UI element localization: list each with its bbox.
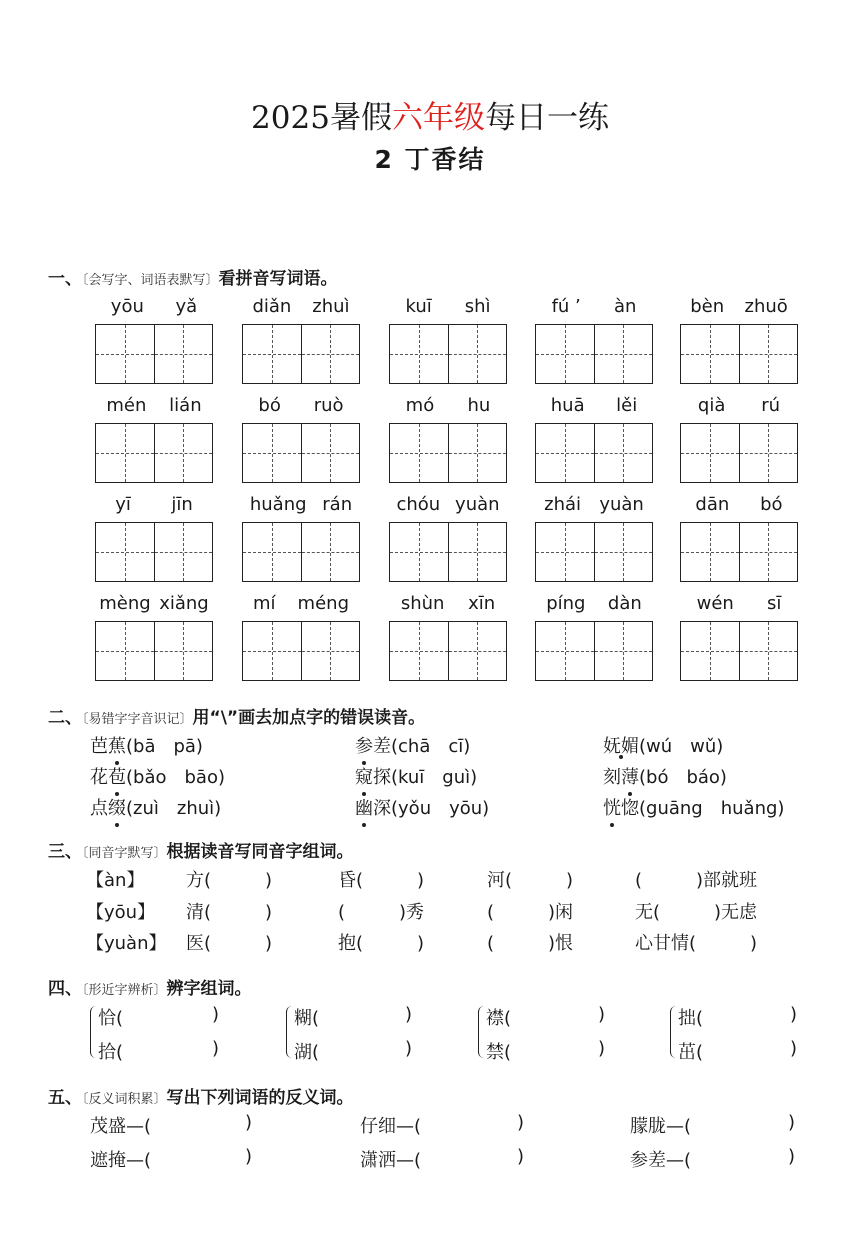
writing-cell[interactable] [390, 622, 449, 680]
writing-box[interactable] [95, 621, 213, 681]
pinyin-label [95, 593, 213, 614]
writing-box[interactable] [535, 324, 653, 384]
pinyin-syllable: àn [613, 296, 637, 317]
antonym-blank[interactable]: 朦胧—( [630, 1116, 692, 1137]
writing-box[interactable] [95, 324, 213, 384]
pinyin-syllable: píng [546, 593, 586, 614]
section-instruction: 根据读音写同音字组词。 [166, 842, 354, 862]
writing-cell[interactable] [536, 523, 595, 581]
section-tag: 〔反义词积累〕 [82, 1092, 167, 1107]
writing-cell[interactable] [155, 622, 213, 680]
writing-cell[interactable] [681, 424, 740, 482]
writing-cell[interactable] [449, 622, 507, 680]
pinyin-syllable: yuàn [599, 494, 644, 515]
dotted-char: 参 [355, 732, 373, 758]
writing-cell[interactable] [390, 424, 449, 482]
writing-box[interactable] [680, 522, 798, 582]
writing-cell[interactable] [155, 523, 213, 581]
section-number: 二、 [48, 708, 82, 728]
pinyin-syllable: mó [405, 395, 435, 416]
section-number: 五、 [48, 1088, 82, 1108]
writing-cell[interactable] [681, 325, 740, 383]
writing-cell[interactable] [595, 622, 653, 680]
section-number: 一、 [48, 269, 82, 289]
word-char: 深 [373, 798, 391, 819]
dotted-char: 缀 [108, 794, 126, 820]
section-5-heading [48, 1083, 354, 1108]
homophone-blank[interactable]: ( )秀 [338, 902, 425, 923]
section-instruction: 写出下列词语的反义词。 [166, 1088, 354, 1108]
word-char: 探 [373, 767, 391, 788]
closing-paren: ) [212, 1004, 220, 1025]
pinyin-label [680, 593, 798, 614]
pinyin-options[interactable]: (bā pā) [126, 736, 203, 757]
similar-char-blank[interactable]: 湖( [294, 1042, 320, 1063]
pinyin-label [535, 395, 653, 416]
pinyin-syllable: bó [760, 494, 783, 515]
pinyin-syllable: shùn [400, 593, 445, 614]
pinyin-syllable: hu [467, 395, 491, 416]
section-4-heading [48, 974, 252, 999]
pinyin-label [535, 296, 653, 317]
pinyin-label [95, 296, 213, 317]
closing-paren: ) [405, 1038, 413, 1059]
dotted-char: 窥 [355, 763, 373, 789]
section-tag: 〔会写字、词语表默写〕 [82, 273, 219, 288]
word-char: 差 [373, 736, 391, 757]
homophone-pinyin: 【yuàn】 [86, 933, 167, 954]
pinyin-syllable: mèng [99, 593, 151, 614]
writing-cell[interactable] [740, 523, 798, 581]
pinyin-syllable: wén [696, 593, 734, 614]
writing-cell[interactable] [96, 523, 155, 581]
word-char: 媚 [621, 736, 639, 757]
writing-cell[interactable] [536, 325, 595, 383]
writing-cell[interactable] [740, 325, 798, 383]
writing-box[interactable] [95, 522, 213, 582]
pronunciation-item [603, 763, 727, 789]
pronunciation-item [355, 763, 477, 789]
writing-cell[interactable] [681, 622, 740, 680]
closing-paren: ) [517, 1112, 525, 1133]
pinyin-syllable: yōu [110, 296, 144, 317]
pronunciation-item [355, 732, 470, 758]
pinyin-options[interactable]: (kuī guì) [391, 767, 478, 788]
writing-cell[interactable] [302, 523, 360, 581]
pinyin-syllable: lěi [616, 395, 638, 416]
pinyin-syllable: mén [106, 395, 147, 416]
homophone-blank[interactable]: 昏( ) [338, 870, 425, 891]
word-char: 刻 [603, 767, 621, 788]
pinyin-syllable: yuàn [455, 494, 500, 515]
pinyin-options[interactable]: (zuì zhuì) [126, 798, 222, 819]
dotted-char: 薄 [621, 763, 639, 789]
similar-char-blank[interactable]: 拾( [98, 1042, 124, 1063]
writing-cell[interactable] [595, 325, 653, 383]
homophone-blank[interactable]: 清( ) [186, 902, 273, 923]
pinyin-label [242, 296, 360, 317]
homophone-blank[interactable]: 方( ) [186, 870, 273, 891]
closing-paren: ) [790, 1038, 798, 1059]
pinyin-options[interactable]: (wú wǔ) [639, 736, 724, 757]
writing-cell[interactable] [449, 424, 507, 482]
pinyin-syllable: dàn [607, 593, 642, 614]
pinyin-label [242, 395, 360, 416]
closing-paren: ) [245, 1112, 253, 1133]
writing-cell[interactable] [302, 325, 360, 383]
pronunciation-item [603, 732, 723, 758]
writing-box[interactable] [535, 423, 653, 483]
pronunciation-item [90, 732, 203, 758]
word-char: 点 [90, 798, 108, 819]
similar-char-blank[interactable]: 糊( [294, 1008, 320, 1029]
homophone-blank[interactable]: ( )闲 [487, 902, 574, 923]
pinyin-syllable: yǎ [175, 296, 198, 317]
pinyin-label [535, 593, 653, 614]
writing-box[interactable] [680, 621, 798, 681]
closing-paren: ) [598, 1038, 606, 1059]
writing-box[interactable] [242, 324, 360, 384]
writing-box[interactable] [389, 324, 507, 384]
pronunciation-item [355, 794, 489, 820]
writing-box[interactable] [389, 423, 507, 483]
pinyin-syllable: yī [115, 494, 131, 515]
similar-char-blank[interactable]: 襟( [486, 1008, 512, 1029]
section-tag: 〔同音字默写〕 [82, 846, 167, 861]
writing-box[interactable] [242, 522, 360, 582]
closing-paren: ) [405, 1004, 413, 1025]
writing-cell[interactable] [681, 523, 740, 581]
pinyin-syllable: méng [297, 593, 349, 614]
closing-paren: ) [212, 1038, 220, 1059]
homophone-blank[interactable]: 河( ) [487, 870, 574, 891]
page-title [0, 92, 860, 137]
pinyin-syllable: lián [169, 395, 202, 416]
writing-box[interactable] [242, 621, 360, 681]
word-char: 惚 [621, 798, 639, 819]
writing-box[interactable] [389, 522, 507, 582]
lesson-title: 2 丁香结 [374, 145, 486, 174]
pinyin-syllable: chóu [396, 494, 441, 515]
homophone-blank[interactable]: ( )恨 [487, 933, 574, 954]
writing-cell[interactable] [740, 424, 798, 482]
homophone-pinyin: 【yōu】 [86, 902, 156, 923]
closing-paren: ) [790, 1004, 798, 1025]
writing-cell[interactable] [536, 622, 595, 680]
pinyin-syllable: zhái [544, 494, 582, 515]
pinyin-options[interactable]: (yǒu yōu) [391, 798, 490, 819]
antonym-blank[interactable]: 茂盛—( [90, 1116, 152, 1137]
writing-cell[interactable] [595, 424, 653, 482]
antonym-blank[interactable]: 仔细—( [360, 1116, 422, 1137]
pinyin-options[interactable]: (chā cī) [391, 736, 471, 757]
writing-cell[interactable] [302, 622, 360, 680]
pinyin-label [95, 395, 213, 416]
pronunciation-item [603, 794, 784, 820]
similar-char-blank[interactable]: 茁( [678, 1042, 704, 1063]
homophone-blank[interactable]: 抱( ) [338, 933, 425, 954]
writing-cell[interactable] [595, 523, 653, 581]
pinyin-syllable: kuī [405, 296, 432, 317]
closing-paren: ) [788, 1146, 796, 1167]
pinyin-syllable: dān [695, 494, 730, 515]
word-char: 妩 [603, 736, 621, 757]
writing-cell[interactable] [390, 325, 449, 383]
closing-paren: ) [517, 1146, 525, 1167]
pinyin-label [535, 494, 653, 515]
pinyin-syllable: rú [761, 395, 781, 416]
section-2-heading [48, 703, 425, 728]
writing-cell[interactable] [243, 622, 302, 680]
pinyin-label [389, 593, 507, 614]
section-1-heading [48, 264, 338, 289]
writing-cell[interactable] [390, 523, 449, 581]
writing-cell[interactable] [96, 325, 155, 383]
closing-paren: ) [245, 1146, 253, 1167]
similar-char-blank[interactable]: 恰( [98, 1008, 124, 1029]
similar-char-blank[interactable]: 拙( [678, 1008, 704, 1029]
writing-cell[interactable] [536, 424, 595, 482]
writing-cell[interactable] [449, 325, 507, 383]
word-char: 花 [90, 767, 108, 788]
pinyin-label [389, 494, 507, 515]
section-3-heading [48, 837, 354, 862]
pinyin-options[interactable]: (bó báo) [639, 767, 727, 788]
pinyin-syllable: ruò [313, 395, 344, 416]
homophone-blank[interactable]: 心甘情( ) [635, 933, 758, 954]
pinyin-syllable: zhuì [312, 296, 350, 317]
writing-box[interactable] [535, 522, 653, 582]
pinyin-syllable: sī [767, 593, 782, 614]
pinyin-syllable: huā [550, 395, 585, 416]
pinyin-syllable: xiǎng [159, 593, 209, 614]
pinyin-label [680, 296, 798, 317]
writing-cell[interactable] [740, 622, 798, 680]
writing-box[interactable] [389, 621, 507, 681]
pinyin-syllable: huǎng [249, 494, 307, 515]
section-instruction: 辨字组词。 [166, 979, 252, 999]
writing-cell[interactable] [243, 523, 302, 581]
pinyin-syllable: jīn [171, 494, 193, 515]
homophone-blank[interactable]: 无( )无虑 [635, 902, 758, 923]
pinyin-label [680, 494, 798, 515]
pinyin-label [680, 395, 798, 416]
pronunciation-item [90, 763, 225, 789]
writing-cell[interactable] [96, 424, 155, 482]
dotted-char: 幽 [355, 794, 373, 820]
writing-box[interactable] [242, 423, 360, 483]
pinyin-label [242, 494, 360, 515]
section-tag: 〔易错字字音识记〕 [82, 712, 193, 727]
pinyin-syllable: bó [258, 395, 281, 416]
pinyin-syllable: mí [253, 593, 276, 614]
writing-box[interactable] [535, 621, 653, 681]
closing-paren: ) [598, 1004, 606, 1025]
homophone-blank[interactable]: ( )部就班 [635, 870, 758, 891]
homophone-blank[interactable]: 医( ) [186, 933, 273, 954]
closing-paren: ) [788, 1112, 796, 1133]
antonym-blank[interactable]: 参差—( [630, 1150, 692, 1171]
writing-cell[interactable] [243, 325, 302, 383]
pinyin-syllable: xīn [468, 593, 496, 614]
writing-cell[interactable] [155, 325, 213, 383]
dotted-char: 蕉 [108, 732, 126, 758]
writing-box[interactable] [95, 423, 213, 483]
pinyin-syllable: diǎn [252, 296, 292, 317]
pinyin-options[interactable]: (guāng huǎng) [639, 798, 785, 819]
pinyin-syllable: fú ’ [551, 296, 581, 317]
word-char: 芭 [90, 736, 108, 757]
section-instruction: 看拼音写词语。 [218, 269, 338, 289]
pinyin-syllable: qià [697, 395, 726, 416]
pinyin-syllable: rán [322, 494, 353, 515]
writing-cell[interactable] [302, 424, 360, 482]
pinyin-syllable: shì [464, 296, 491, 317]
pinyin-label [389, 395, 507, 416]
pronunciation-item [90, 794, 221, 820]
pinyin-options[interactable]: (bǎo bāo) [126, 767, 225, 788]
antonym-blank[interactable]: 遮掩—( [90, 1150, 152, 1171]
writing-cell[interactable] [449, 523, 507, 581]
similar-char-blank[interactable]: 禁( [486, 1042, 512, 1063]
pinyin-label [389, 296, 507, 317]
writing-cell[interactable] [155, 424, 213, 482]
writing-box[interactable] [680, 423, 798, 483]
pinyin-label [95, 494, 213, 515]
pinyin-syllable: zhuō [744, 296, 788, 317]
homophone-pinyin: 【àn】 [86, 870, 145, 891]
dotted-char: 苞 [108, 763, 126, 789]
section-tag: 〔形近字辨析〕 [82, 983, 167, 998]
title-prefix: 2025暑假 [251, 100, 392, 136]
dotted-char: 恍 [603, 794, 621, 820]
antonym-blank[interactable]: 潇洒—( [360, 1150, 422, 1171]
title-suffix: 每日一练 [484, 100, 609, 136]
pinyin-syllable: bèn [690, 296, 725, 317]
writing-cell[interactable] [243, 424, 302, 482]
section-number: 四、 [48, 979, 82, 999]
title-highlight: 六年级 [391, 100, 485, 136]
pinyin-label [242, 593, 360, 614]
section-number: 三、 [48, 842, 82, 862]
section-instruction: 用“\”画去加点字的错误读音。 [192, 708, 426, 728]
writing-cell[interactable] [96, 622, 155, 680]
writing-box[interactable] [680, 324, 798, 384]
